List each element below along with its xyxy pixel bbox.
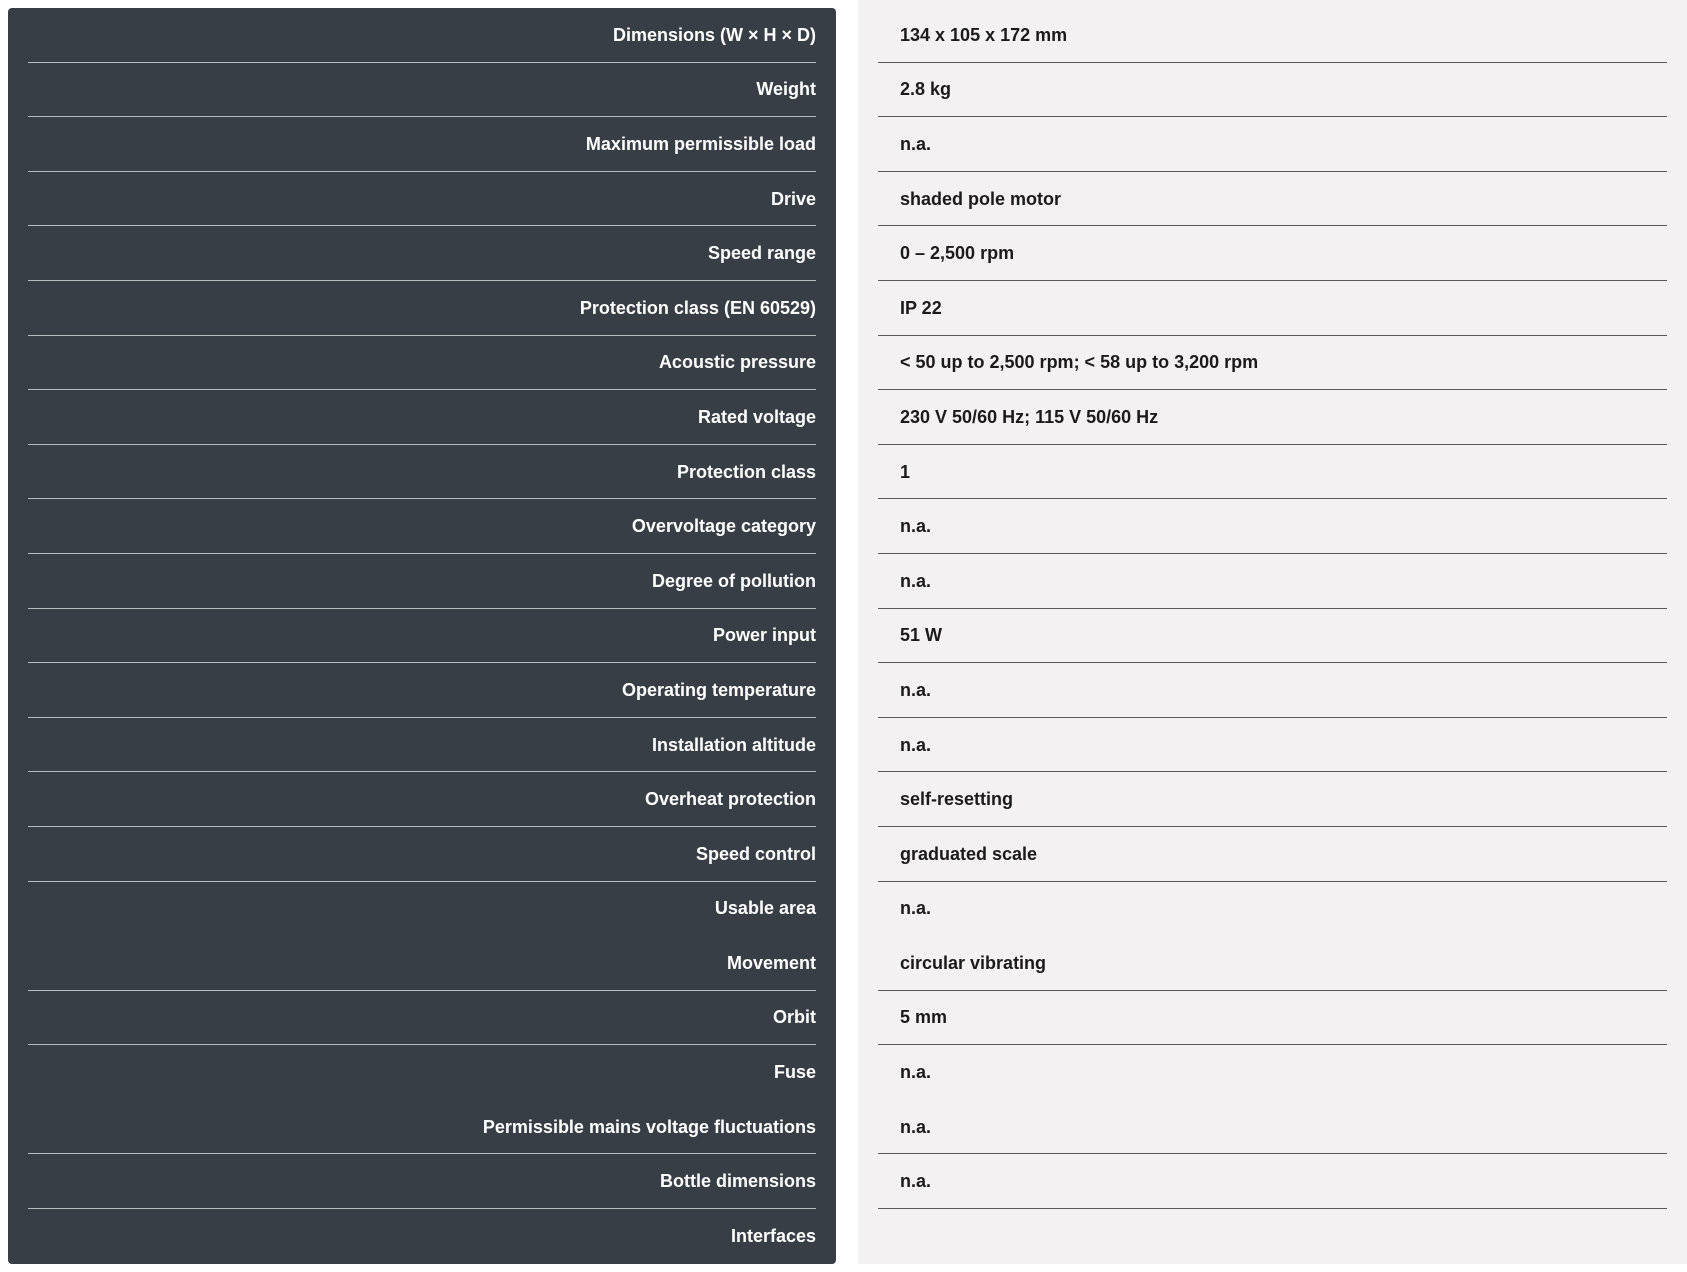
spec-label-protection-class-en60529: Protection class (EN 60529) bbox=[28, 281, 816, 336]
spec-value-power-input: 51 W bbox=[878, 609, 1667, 664]
spec-value-fuse: n.a. bbox=[900, 1062, 932, 1083]
spec-value-maximum-permissible-load: n.a. bbox=[878, 117, 1667, 172]
spec-label-overvoltage-category: Overvoltage category bbox=[28, 499, 816, 554]
spec-label-speed-range: Speed range bbox=[28, 226, 816, 281]
spec-labels-panel bbox=[8, 8, 836, 1264]
spec-label-list bbox=[28, 8, 816, 1264]
spec-label-usable-area: Usable area bbox=[714, 898, 816, 919]
spec-value-permissible-mains-voltage-fluctuations: n.a. bbox=[878, 1100, 1667, 1155]
spec-label-protection-class: Protection class bbox=[28, 445, 816, 500]
spec-label-permissible-mains-voltage-fluctuations: Permissible mains voltage fluctuations bbox=[28, 1100, 816, 1155]
spec-label-rated-voltage: Rated voltage bbox=[28, 390, 816, 445]
spec-value-degree-of-pollution: n.a. bbox=[878, 554, 1667, 609]
spec-label-overheat-protection: Overheat protection bbox=[28, 772, 816, 827]
spec-label-power-input: Power input bbox=[28, 609, 816, 664]
spec-value-bottle-dimensions: n.a. bbox=[878, 1154, 1667, 1209]
spec-label-operating-temperature: Operating temperature bbox=[28, 663, 816, 718]
spec-value-operating-temperature: n.a. bbox=[878, 663, 1667, 718]
spec-label-orbit: Orbit bbox=[28, 991, 816, 1046]
spec-label-fuse: Fuse bbox=[773, 1062, 816, 1083]
spec-value-weight: 2.8 kg bbox=[878, 63, 1667, 118]
spec-label-interfaces: Interfaces bbox=[730, 1226, 816, 1247]
spec-value-acoustic-pressure: < 50 up to 2,500 rpm; < 58 up to 3,200 rpm bbox=[878, 336, 1667, 391]
spec-value-movement: circular vibrating bbox=[878, 936, 1667, 991]
spec-value-usable-area: n.a. bbox=[900, 898, 932, 919]
spec-value-list bbox=[878, 0, 1667, 1264]
spec-value-orbit: 5 mm bbox=[878, 991, 1667, 1046]
spec-values-panel bbox=[858, 0, 1687, 1264]
spec-value-speed-range: 0 – 2,500 rpm bbox=[878, 226, 1667, 281]
spec-label-weight: Weight bbox=[28, 63, 816, 118]
spec-value-interfaces bbox=[878, 1209, 1667, 1264]
spec-value-protection-class-en60529: IP 22 bbox=[878, 281, 1667, 336]
spec-label-maximum-permissible-load: Maximum permissible load bbox=[28, 117, 816, 172]
spec-label-movement: Movement bbox=[28, 936, 816, 991]
spec-label-installation-altitude: Installation altitude bbox=[28, 718, 816, 773]
spec-value-dimensions: 134 x 105 x 172 mm bbox=[878, 8, 1667, 63]
spec-label-speed-control: Speed control bbox=[28, 827, 816, 882]
spec-label-drive: Drive bbox=[28, 172, 816, 227]
spec-value-overvoltage-category: n.a. bbox=[878, 499, 1667, 554]
spec-label-dimensions: Dimensions (W × H × D) bbox=[28, 8, 816, 63]
spec-label-bottle-dimensions: Bottle dimensions bbox=[28, 1154, 816, 1209]
spec-value-protection-class: 1 bbox=[878, 445, 1667, 500]
spec-value-installation-altitude: n.a. bbox=[878, 718, 1667, 773]
spec-label-degree-of-pollution: Degree of pollution bbox=[28, 554, 816, 609]
spec-value-drive: shaded pole motor bbox=[878, 172, 1667, 227]
spec-value-speed-control: graduated scale bbox=[878, 827, 1667, 882]
spec-value-overheat-protection: self-resetting bbox=[878, 772, 1667, 827]
spec-label-acoustic-pressure: Acoustic pressure bbox=[28, 336, 816, 391]
spec-value-rated-voltage: 230 V 50/60 Hz; 115 V 50/60 Hz bbox=[878, 390, 1667, 445]
